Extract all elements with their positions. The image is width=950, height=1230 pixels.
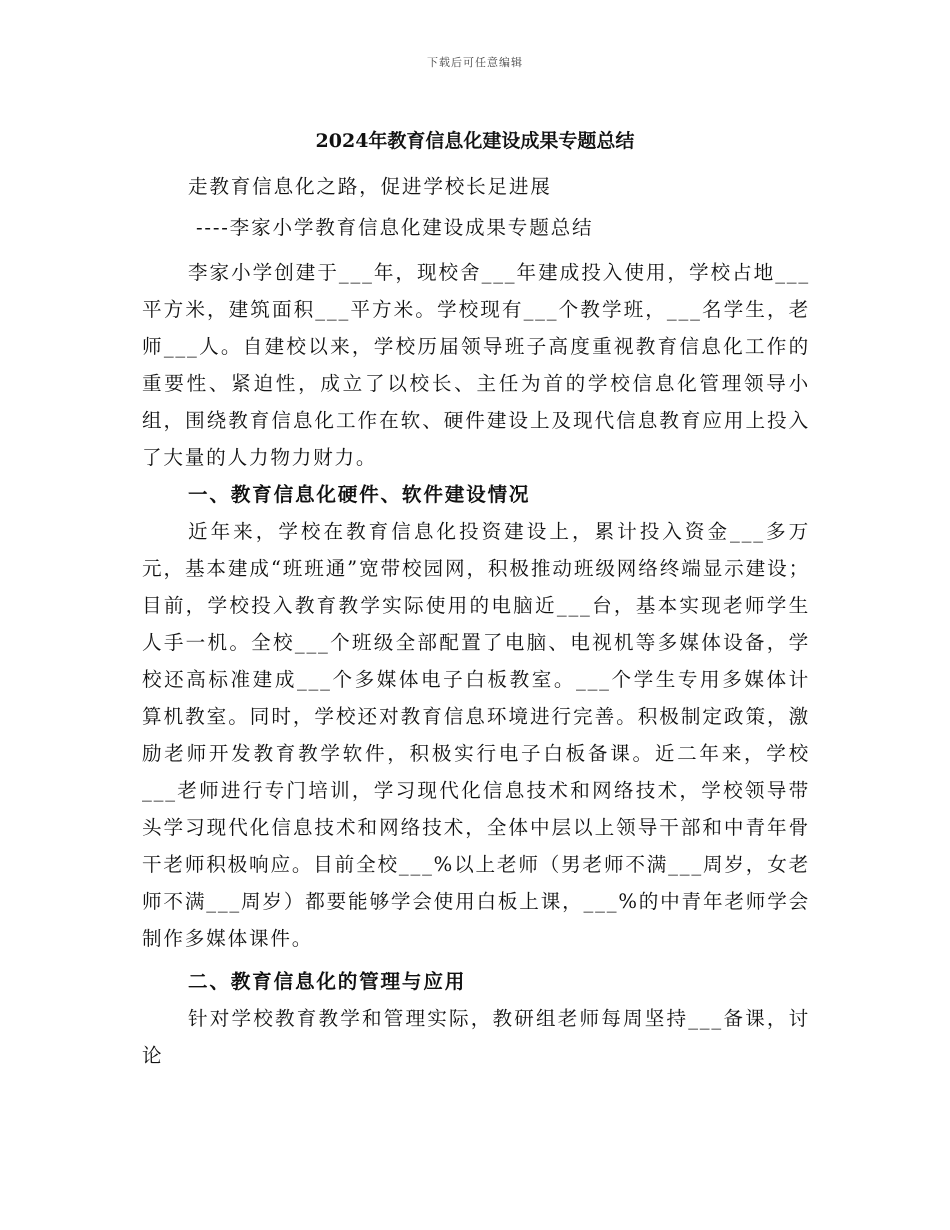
section-paragraph-hardware-software: 近年来，学校在教育信息化投资建设上，累计投入资金___多万元，基本建成“班班通”宽带校园网，积极推动班级网络终端显示建设；目前，学校投入教育教学实际使用的电脑近___台，基本实现老师学生人手一机。全校___个班级全部配置了电脑、电视机等多媒体设备，学校还高标准建成___个多媒体电子白板教室。___个学生专用多媒体计算机教室。同时，学校还对教育信息环境进行完善。积极制定政策，激励老师开发教育教学软件，积极实行电子白板备课。近二年来，学校___老师进行专门培训，学习现代化信息技术和网络技术，学校领导带头学习现代化信息技术和网络技术，全体中层以上领导干部和中青年骨干老师积极响应。目前全校___%以上老师（男老师不满___周岁，女老师不满___周岁）都要能够学会使用白板上课，___%的中青年老师学会制作多媒体课件。 [142, 520, 810, 950]
section-paragraph-management-application: 针对学校教育教学和管理实际，教研组老师每周坚持___备课，讨论 [142, 1007, 810, 1067]
document-title: 2024年教育信息化建设成果专题总结 [315, 130, 635, 152]
document-subtitle: 走教育信息化之路，促进学校长足进展 [188, 175, 552, 198]
intro-paragraph: 李家小学创建于___年，现校舍___年建成投入使用，学校占地___平方米，建筑面积___平方米。学校现有___个教学班，___名学生，老师___人。自建校以来，学校历届领导班子高度重视教育信息化工作的重要性、紧迫性，成立了以校长、主任为首的学校信息化管理领导小组，围绕教育信息化工作在软、硬件建设上及现代信息教育应用上投入了大量的人力物力财力。 [142, 261, 810, 469]
section-heading-management-application: 二、教育信息化的管理与应用 [188, 970, 467, 993]
document-body [142, 168, 810, 1074]
page-header-note: 下载后可任意编辑 [427, 56, 523, 69]
section-heading-hardware-software: 一、教育信息化硬件、软件建设情况 [188, 483, 531, 506]
document-byline: ----李家小学教育信息化建设成果专题总结 [196, 216, 594, 239]
